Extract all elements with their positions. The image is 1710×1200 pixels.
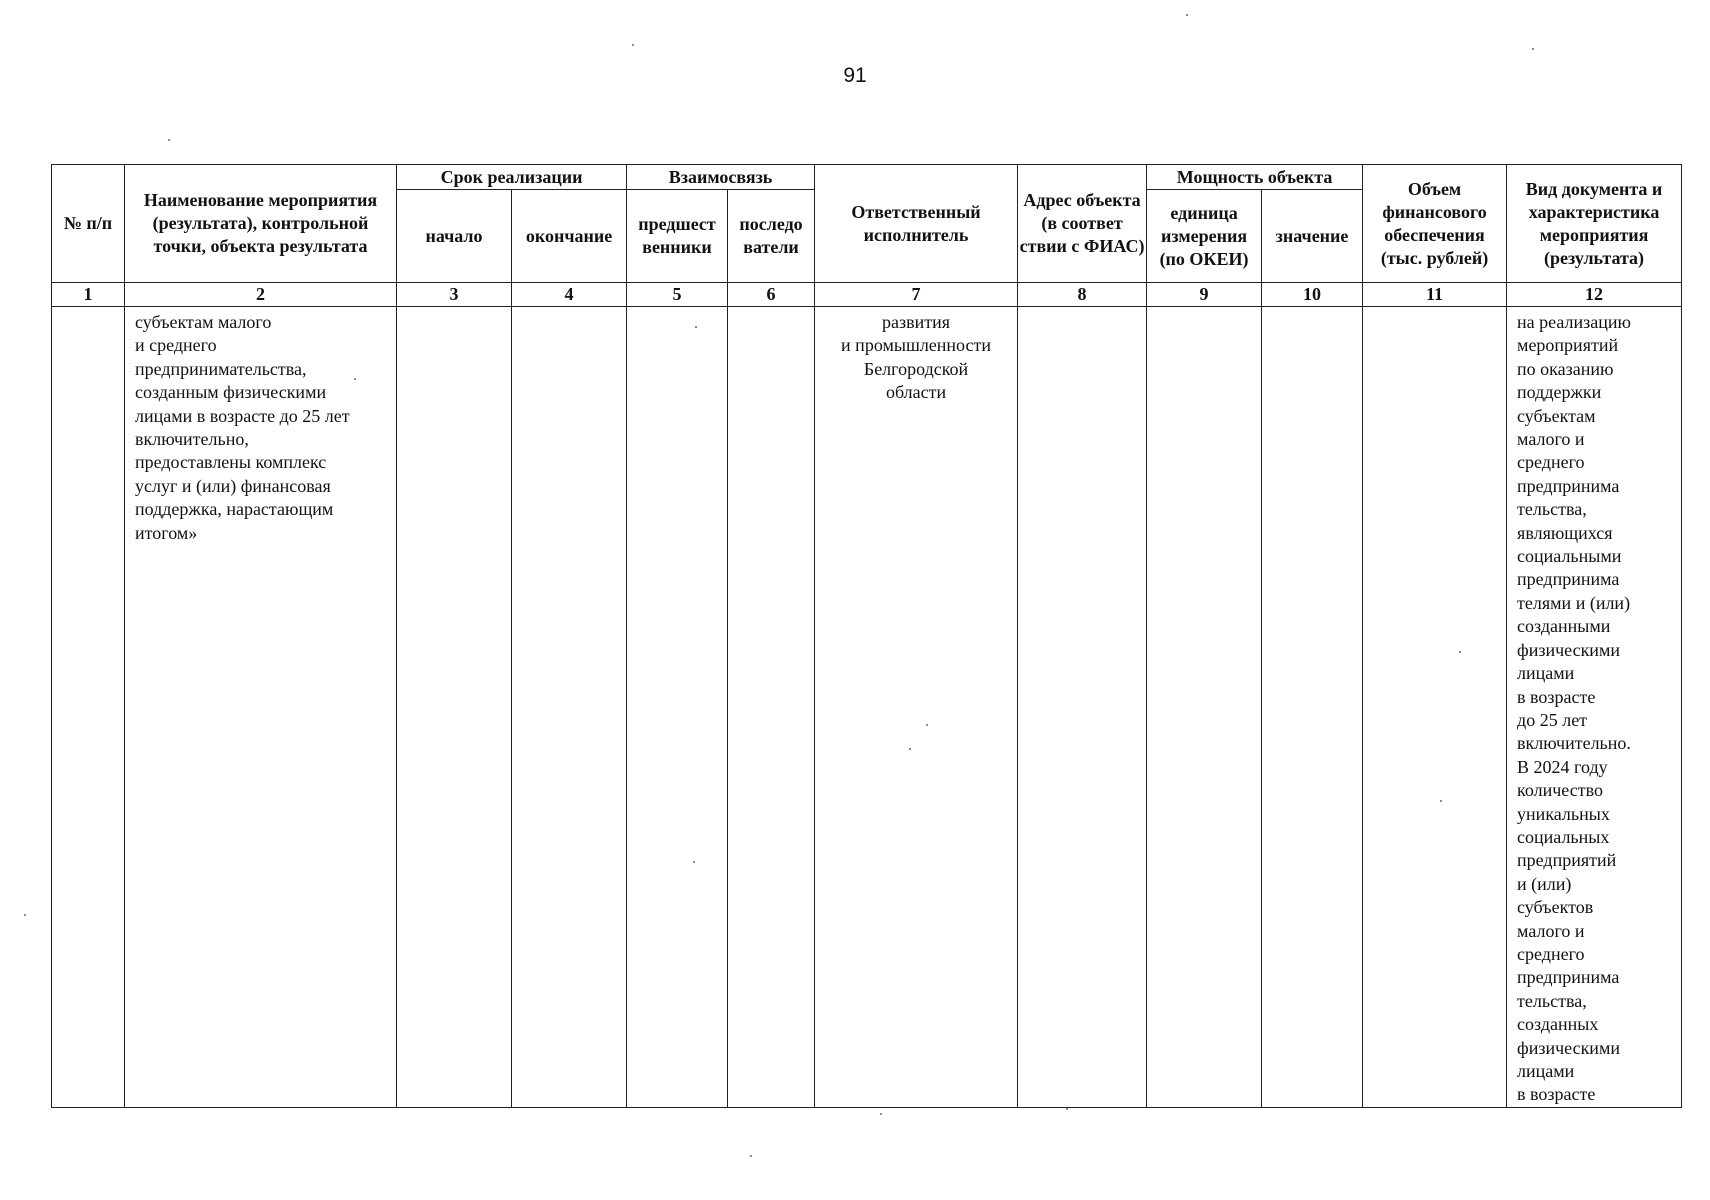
column-number: 3 <box>397 283 512 307</box>
doc-line: количество <box>1517 780 1603 801</box>
scan-speck <box>750 1155 752 1157</box>
scan-speck <box>1532 48 1534 50</box>
responsible-line: и промышленности <box>841 335 991 356</box>
name-line: созданным физическими <box>135 382 327 403</box>
header-relation-prev: предшест венники <box>627 190 728 283</box>
header-capacity: Мощность объекта <box>1147 165 1363 190</box>
doc-line: по оказанию <box>1517 358 1614 379</box>
name-line: предпринимательства, <box>135 358 307 379</box>
scan-speck <box>354 378 356 380</box>
header-responsible: Ответственный исполнитель <box>815 165 1018 283</box>
doc-line: социальных <box>1517 826 1610 847</box>
page-number: 91 <box>843 64 867 87</box>
doc-line: созданных <box>1517 1014 1599 1035</box>
column-number: 1 <box>52 283 125 307</box>
cell-end <box>512 307 627 1108</box>
doc-line: физическими <box>1517 639 1620 660</box>
doc-line: поддержки <box>1517 382 1602 403</box>
column-number: 12 <box>1507 283 1682 307</box>
column-number: 8 <box>1018 283 1147 307</box>
cell-num <box>52 307 125 1108</box>
scan-speck <box>168 139 170 141</box>
scan-speck <box>24 914 26 916</box>
column-number: 9 <box>1147 283 1262 307</box>
header-term-start: начало <box>397 190 512 283</box>
name-line: и среднего <box>135 335 217 356</box>
cell-next <box>728 307 815 1108</box>
cell-prev <box>627 307 728 1108</box>
doc-line: лицами <box>1517 1061 1575 1081</box>
header-capacity-unit: единица измерения (по ОКЕИ) <box>1147 190 1262 283</box>
doc-line: телями и (или) <box>1517 592 1631 613</box>
doc-line: субъектов <box>1517 897 1594 918</box>
doc-line: тельства, <box>1517 990 1587 1011</box>
column-number: 6 <box>728 283 815 307</box>
cell-unit <box>1147 307 1262 1108</box>
scan-speck <box>693 861 695 863</box>
responsible-line: области <box>885 382 947 403</box>
header-relation: Взаимосвязь <box>627 165 815 190</box>
header-capacity-value: значение <box>1262 190 1363 283</box>
doc-line: социальными <box>1517 546 1622 567</box>
doc-line: малого и <box>1517 920 1585 941</box>
scan-speck <box>1440 800 1442 802</box>
doc-line: физическими <box>1517 1037 1620 1058</box>
doc-line: до 25 лет <box>1517 709 1588 730</box>
column-number: 10 <box>1262 283 1363 307</box>
doc-line: в возрасте <box>1517 686 1596 707</box>
doc-line: созданными <box>1517 616 1611 637</box>
header-doc-type: Вид документа и характеристика мероприятия (результата) <box>1507 165 1682 283</box>
cell-finance <box>1363 307 1507 1108</box>
doc-line: уникальных <box>1517 803 1610 824</box>
column-number: 4 <box>512 283 627 307</box>
header-row-top <box>52 165 1682 190</box>
column-number: 5 <box>627 283 728 307</box>
scan-speck <box>1186 14 1188 16</box>
scan-speck <box>909 748 911 750</box>
doc-line: среднего <box>1517 452 1585 473</box>
header-relation-next: последо ватели <box>728 190 815 283</box>
doc-line: В 2024 году <box>1517 756 1608 777</box>
name-line: поддержка, нарастающим <box>135 499 334 520</box>
scan-speck <box>1066 1108 1068 1110</box>
cell-value <box>1262 307 1363 1108</box>
name-line: услуг и (или) финансовая <box>135 475 331 496</box>
header-finance: Объем финансового обеспечения (тыс. рублей) <box>1363 165 1507 283</box>
scan-speck <box>632 44 634 46</box>
column-number: 11 <box>1363 283 1507 307</box>
cell-responsible <box>815 307 1018 1108</box>
activities-table <box>51 164 1682 1108</box>
cell-start <box>397 307 512 1108</box>
scan-speck <box>695 326 697 328</box>
name-line: предоставлены комплекс <box>135 452 327 473</box>
doc-line: тельства, <box>1517 499 1587 520</box>
doc-line: мероприятий <box>1517 335 1619 356</box>
doc-line: в возрасте <box>1517 1084 1596 1105</box>
doc-line: предприятий <box>1517 850 1617 871</box>
cell-doc-type <box>1507 307 1682 1108</box>
column-number-row <box>52 283 1682 307</box>
doc-line: малого и <box>1517 429 1585 450</box>
header-name: Наименование мероприятия (результата), контрольной точки, объекта результата <box>125 165 397 283</box>
doc-line: предпринима <box>1517 967 1620 988</box>
name-line: лицами в возрасте до 25 лет <box>135 405 350 426</box>
doc-line: предпринима <box>1517 569 1620 590</box>
header-num: № п/п <box>52 165 125 283</box>
cell-name <box>125 307 397 1108</box>
responsible-line: развития <box>882 312 951 332</box>
header-term-end: окончание <box>512 190 627 283</box>
doc-line: предпринима <box>1517 475 1620 496</box>
scan-speck <box>880 1113 882 1115</box>
doc-line: среднего <box>1517 943 1585 964</box>
name-line: включительно, <box>135 429 249 450</box>
header-address: Адрес объекта (в соответ ствии с ФИАС) <box>1018 165 1147 283</box>
doc-line: на реализацию <box>1517 312 1631 332</box>
doc-line: лицами <box>1517 663 1575 684</box>
name-line: итогом» <box>135 522 198 543</box>
table-row <box>52 307 1682 1108</box>
cell-address <box>1018 307 1147 1108</box>
header-term: Срок реализации <box>397 165 627 190</box>
doc-line: являющихся <box>1517 522 1613 543</box>
scan-speck <box>1459 651 1461 653</box>
column-number: 7 <box>815 283 1018 307</box>
scan-speck <box>926 724 928 726</box>
responsible-line: Белгородской <box>863 358 969 379</box>
column-number: 2 <box>125 283 397 307</box>
name-line: субъектам малого <box>135 312 272 332</box>
doc-line: и (или) <box>1517 873 1572 894</box>
doc-line: включительно. <box>1517 733 1631 754</box>
doc-line: субъектам <box>1517 405 1596 426</box>
